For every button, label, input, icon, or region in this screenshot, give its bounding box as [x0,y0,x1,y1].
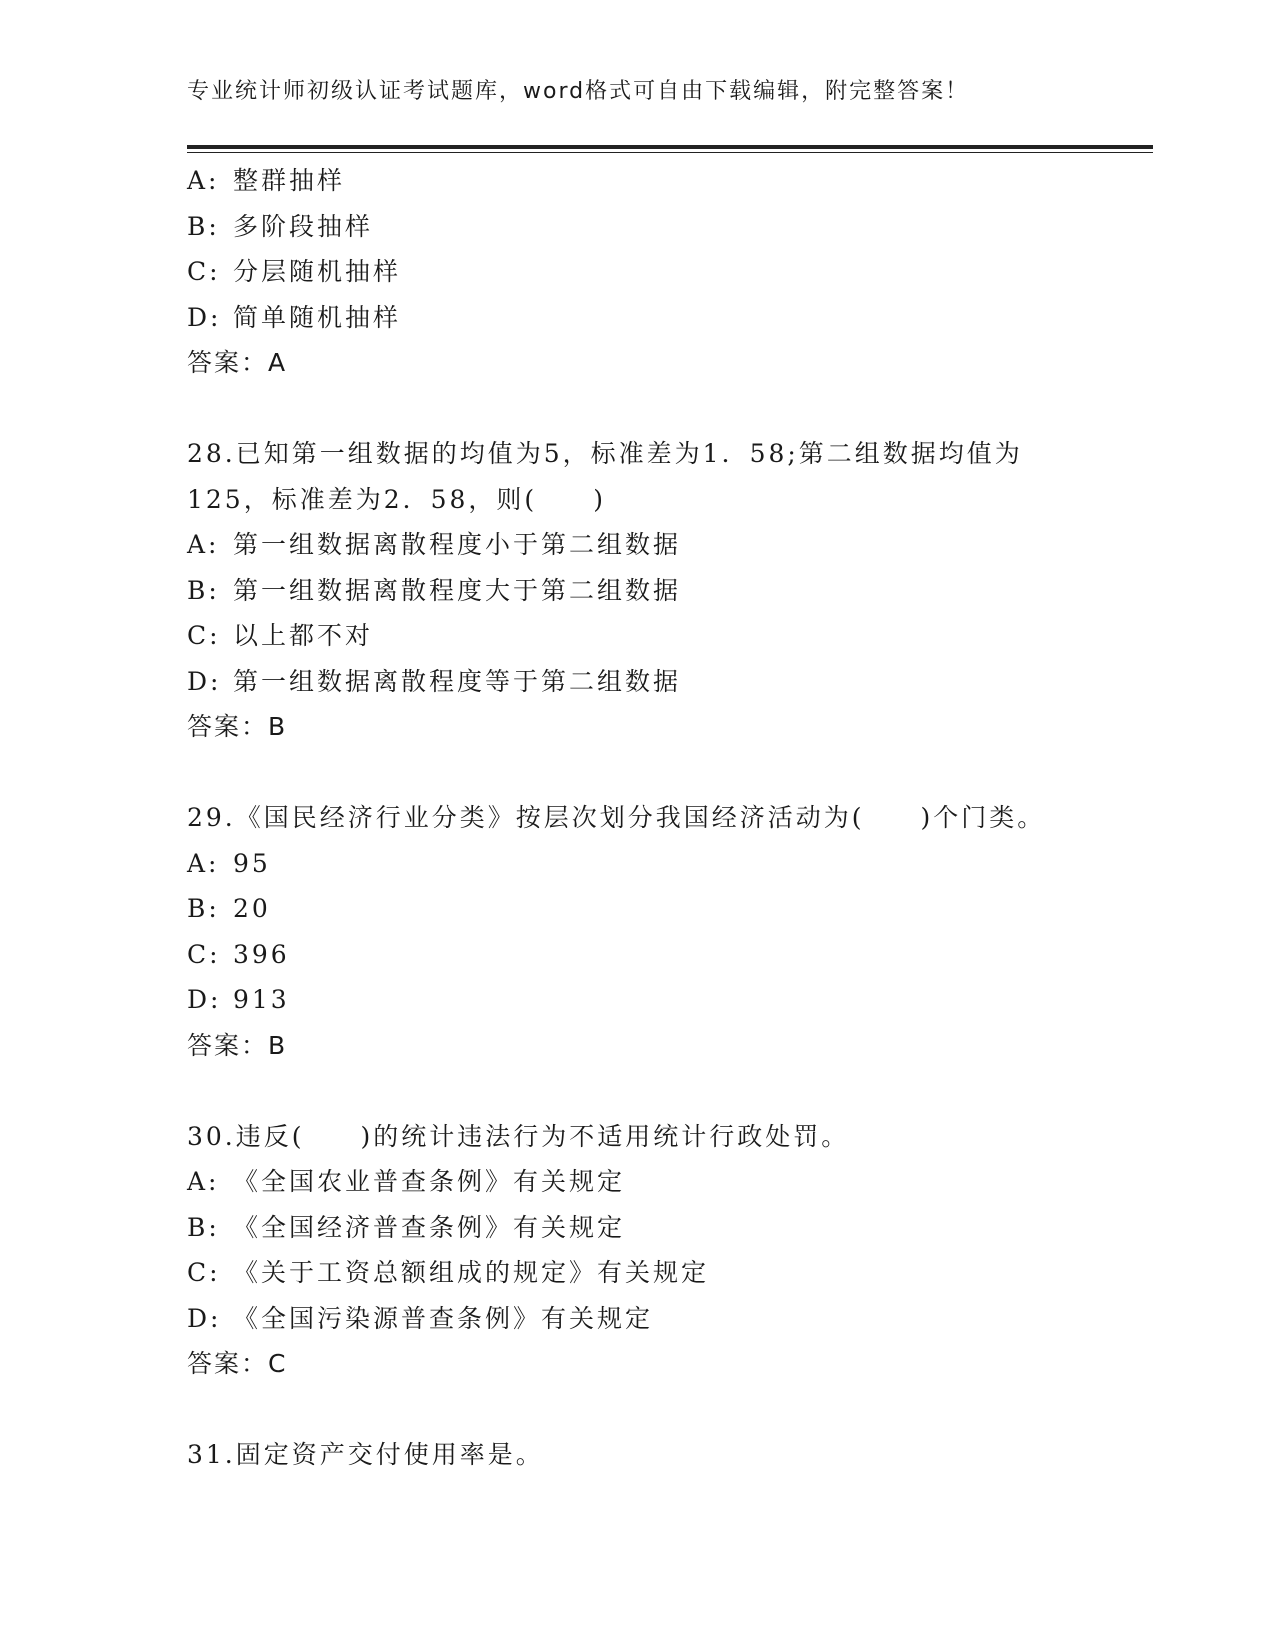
option-key: B: [187,894,220,923]
option-text: 《全国经济普查条例》有关规定 [233,1212,626,1242]
option-key: B: [187,575,220,605]
option-text: 《全国农业普查条例》有关规定 [233,1167,626,1196]
question-31 [187,1432,1153,1478]
spacer [187,1387,1153,1433]
answer: 答案：C [187,1349,288,1378]
option-b [187,1205,1153,1251]
option-key: D: [187,1303,222,1333]
option-b [187,886,1153,932]
option-key: A: [187,848,220,878]
option-text: 简单随机抽样 [233,302,402,332]
option-c [187,249,1153,295]
question-content [187,158,1153,1478]
option-c [187,1250,1153,1296]
option-key: A: [187,166,220,195]
option-text: 《全国污染源普查条例》有关规定 [233,1303,654,1333]
answer: 答案：B [187,712,288,741]
option-key: A: [187,530,220,559]
question-stem: 29.《国民经济行业分类》按层次划分我国经济活动为( )个门类。 [187,803,1046,832]
option-d [187,659,1153,705]
option-text: 20 [233,894,271,923]
option-key: D: [187,985,222,1014]
option-key: A: [187,1167,220,1196]
question-stem: 30.违反( )的统计违法行为不适用统计行政处罚。 [187,1121,850,1151]
option-a [187,1159,1153,1205]
option-text: 第一组数据离散程度小于第二组数据 [233,530,682,559]
question-29 [187,795,1153,1068]
question-28 [187,431,1153,750]
option-a [187,158,1153,204]
question-stem: 125，标准差为2．58，则( ) [187,484,606,514]
spacer [187,750,1153,796]
option-text: 多阶段抽样 [233,211,374,241]
page-header: 专业统计师初级认证考试题库，word格式可自由下载编辑，附完整答案！ [187,79,970,104]
option-b [187,204,1153,250]
option-key: C: [187,939,221,969]
option-text: 913 [233,985,290,1014]
option-d [187,977,1153,1023]
option-key: B: [187,211,220,241]
question-27 [187,158,1153,386]
option-c [187,932,1153,978]
option-key: C: [187,621,221,650]
header-rule-thin [187,152,1153,153]
option-text: 95 [233,848,271,878]
header-rule-thick [187,145,1153,149]
option-d [187,1296,1153,1342]
option-key: D: [187,666,222,696]
option-d [187,295,1153,341]
option-text: 《关于工资总额组成的规定》有关规定 [233,1258,710,1287]
option-text: 396 [233,939,290,969]
spacer [187,386,1153,432]
option-a [187,841,1153,887]
answer: 答案：B [187,1030,288,1060]
spacer [187,1068,1153,1114]
answer: 答案：A [187,348,288,377]
option-c [187,613,1153,659]
option-text: 整群抽样 [233,166,346,195]
option-text: 以上都不对 [233,621,374,650]
question-stem: 31.固定资产交付使用率是。 [187,1440,544,1469]
option-text: 第一组数据离散程度大于第二组数据 [233,575,682,605]
option-text: 第一组数据离散程度等于第二组数据 [233,666,682,696]
option-key: C: [187,257,221,286]
option-key: C: [187,1258,221,1287]
option-b [187,568,1153,614]
question-stem: 28.已知第一组数据的均值为5，标准差为1．58;第二组数据均值为 [187,439,1023,468]
option-key: D: [187,302,222,332]
option-a [187,522,1153,568]
question-30 [187,1114,1153,1387]
option-text: 分层随机抽样 [233,257,402,286]
option-key: B: [187,1212,220,1242]
